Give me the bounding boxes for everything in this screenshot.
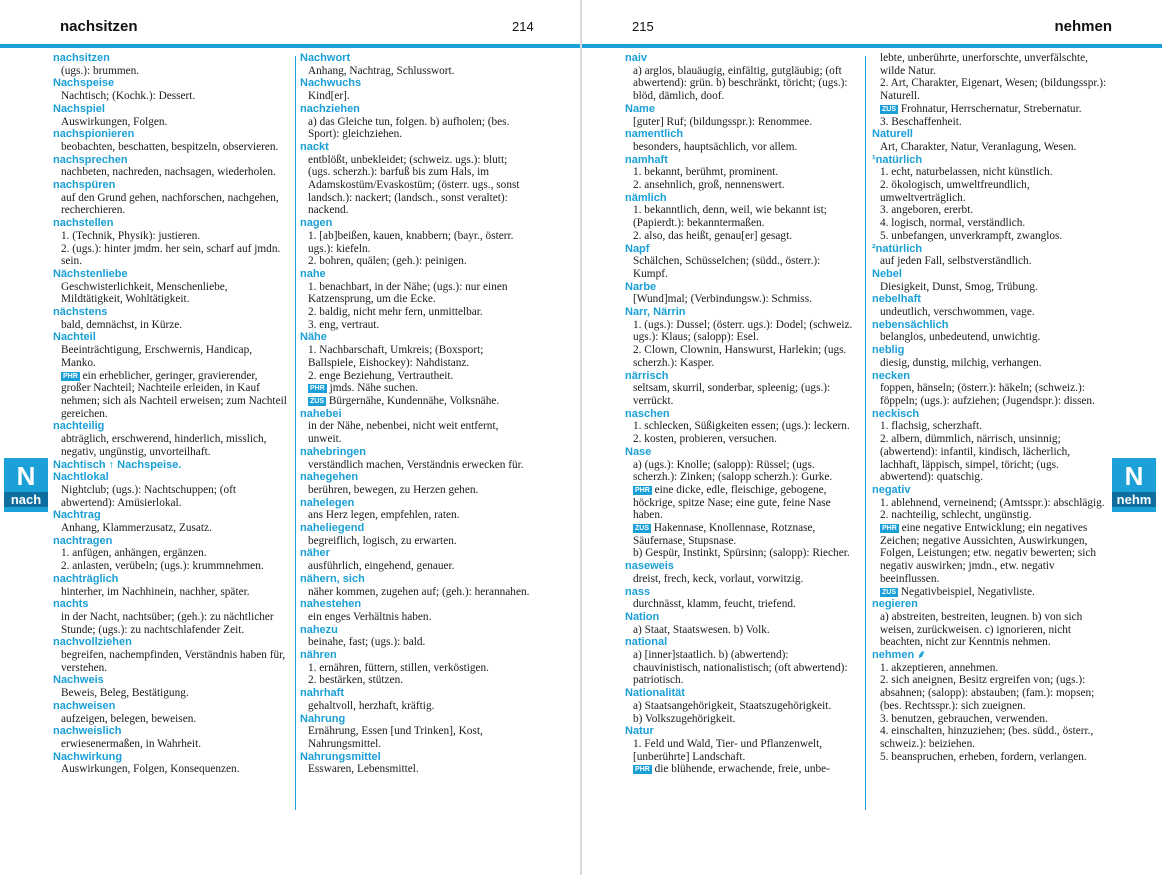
entry-tag-phr: PHR — [882, 525, 897, 533]
dictionary-entry — [300, 103, 532, 141]
right-column-1 — [625, 52, 857, 776]
dictionary-entry — [300, 522, 532, 547]
dictionary-entry — [53, 636, 289, 674]
entry-definition: nachbeten, nachreden, nachsagen, wiederholen. — [61, 166, 276, 179]
entry-definition: 1. (Technik, Physik): justieren. — [61, 229, 201, 242]
entry-lemma: Nebel — [872, 267, 902, 280]
entry-definition: begreiflich, logisch, zu erwarten. — [308, 534, 457, 547]
entry-definition: 2. bestärken, stützen. — [308, 674, 404, 687]
entry-definition: 1. ablehnend, verneinend; (Amtsspr.): abschlägig. — [880, 496, 1105, 509]
entry-lemma: nachträglich — [53, 572, 119, 585]
dictionary-entry — [300, 624, 532, 649]
dictionary-entry — [872, 408, 1107, 484]
dictionary-entry — [300, 573, 532, 598]
left-thumb-word: nach — [4, 492, 48, 507]
dictionary-entry — [872, 293, 1107, 318]
entry-lemma: nahelegen — [300, 496, 355, 509]
entry-definition: [guter] Ruf; (bildungsspr.): Renommee. — [633, 115, 813, 128]
entry-lemma: nebensächlich — [872, 318, 949, 331]
entry-definition: Beweis, Beleg, Bestätigung. — [61, 687, 189, 700]
entry-lemma: Nachwort — [300, 52, 351, 64]
entry-lemma: Natur — [625, 725, 654, 738]
entry-definition: 1. bekannt, berühmt, prominent. — [633, 166, 779, 179]
dictionary-entry — [300, 547, 532, 572]
entry-definition: 2. also, das heißt, genau[er] gesagt. — [633, 229, 793, 242]
entry-lemma: nächstens — [53, 306, 108, 319]
entry-tag-phr: PHR — [63, 372, 78, 380]
entry-lemma: Nachwuchs — [300, 77, 362, 90]
entry-lemma: nass — [625, 585, 651, 598]
entry-lemma: nachspüren — [53, 179, 116, 192]
entry-definition: a) das Gleiche tun, folgen. b) aufholen; (bes. Sport): gleichziehen. — [308, 115, 510, 141]
entry-definition: a) (ugs.): Knolle; (salopp): Rüssel; (ugs. scherzh.): Zinken; (salopp scherzh.): Gurke. — [633, 458, 833, 484]
dictionary-entry — [625, 446, 857, 560]
entry-tag-zus: ZUS — [310, 397, 324, 405]
entry-lemma: nachsprechen — [53, 153, 128, 166]
entry-definition: 4. logisch, normal, verständlich. — [880, 217, 1026, 230]
dictionary-entry — [625, 687, 857, 725]
entry-lemma: nehmen ⸙ — [872, 649, 926, 662]
dictionary-entry — [300, 217, 532, 268]
entry-definition: Nachtisch; (Kochk.): Dessert. — [61, 90, 196, 103]
entry-definition: 2. ökologisch, umweltfreundlich, umweltverträglich. — [880, 179, 1030, 204]
entry-definition: ZUS Bürgernähe, Kundennähe, Volksnähe. — [310, 394, 500, 407]
entry-lemma: Narbe — [625, 280, 657, 293]
right-column-separator — [865, 56, 866, 810]
dictionary-entry — [53, 77, 289, 102]
dictionary-entry — [53, 420, 289, 458]
dictionary-entry — [300, 497, 532, 522]
dictionary-entry — [53, 268, 289, 306]
entry-definition: beobachten, beschatten, bespitzeln, observieren. — [61, 140, 279, 153]
dictionary-entry — [872, 649, 1107, 763]
dictionary-entry — [300, 713, 532, 751]
right-column-2 — [872, 52, 1107, 763]
entry-definition: PHR eine dicke, edle, fleischige, gebogene, höckrige, spitze Nase; eine gute, feine Nase haben. — [633, 483, 831, 522]
dictionary-entry — [300, 649, 532, 687]
right-thumb-letter: N — [1124, 461, 1144, 491]
left-header-rule — [0, 44, 580, 48]
dictionary-entry — [53, 725, 289, 750]
entry-definition: Kind[er]. — [308, 90, 350, 103]
left-page-number-wrap — [512, 18, 534, 36]
entry-definition: 1. ernähren, füttern, stillen, verköstigen. — [308, 661, 490, 674]
entry-definition: lebte, unberührte, unerforschte, unverfälschte, wilde Natur. — [880, 52, 1088, 77]
entry-definition: 1. anfügen, anhängen, ergänzen. — [61, 547, 207, 560]
entry-lemma: nachstellen — [53, 217, 114, 230]
dictionary-entry — [625, 586, 857, 611]
entry-definition: Art, Charakter, Natur, Veranlagung, Wesen. — [880, 140, 1077, 153]
entry-definition: 2. ansehnlich, groß, nennenswert. — [633, 179, 785, 192]
entry-definition: 2. (ugs.): hinter jmdm. her sein, scharf auf jmdn. sein. — [61, 242, 281, 268]
entry-definition: 1. flachsig, scherzhaft. — [880, 420, 982, 433]
entry-lemma: nahe — [300, 267, 326, 280]
dictionary-entry — [53, 509, 289, 534]
entry-definition: foppen, hänseln; (österr.): häkeln; (schweiz.): föppeln; (ugs.): aufziehen; (Jugendspr.): dissen. — [880, 382, 1095, 407]
dictionary-entry — [872, 268, 1107, 293]
entry-definition: Ernährung, Essen [und Trinken], Kost, Nahrungsmittel. — [308, 725, 483, 750]
entry-lemma: nahezu — [300, 623, 338, 636]
entry-tag-zus: ZUS — [635, 525, 649, 533]
entry-definition: 2. enge Beziehung, Vertrautheit. — [308, 369, 454, 382]
entry-lemma: naseweis — [625, 560, 674, 573]
entry-lemma: Napf — [625, 242, 650, 255]
entry-lemma: necken — [872, 369, 910, 382]
dictionary-entry — [625, 192, 857, 243]
entry-lemma: nachvollziehen — [53, 636, 132, 649]
dictionary-entry — [872, 52, 1107, 128]
right-page-number: 215 — [632, 19, 654, 34]
entry-definition: 3. eng, vertraut. — [308, 318, 380, 331]
left-page — [0, 0, 580, 875]
dictionary-entry — [300, 446, 532, 471]
entry-lemma: nebelhaft — [872, 293, 921, 306]
entry-definition: PHR ein erheblicher, geringer, gravierender, großer Nachteil; Nachteile erleiden, in Kauf nehmen; sich als Nachteil erweisen; zum Nachteil gereichen. — [61, 369, 287, 420]
entry-definition: Auswirkungen, Folgen, Konsequenzen. — [61, 763, 240, 776]
dictionary-entry — [300, 52, 532, 77]
entry-definition: auf jeden Fall, selbstverständlich. — [880, 255, 1032, 268]
entry-definition: (ugs.): brummen. — [61, 64, 140, 77]
dictionary-entry — [53, 154, 289, 179]
left-running-head — [60, 18, 138, 36]
right-headword: nehmen — [1054, 18, 1112, 35]
entry-definition: entblößt, unbekleidet; (schweiz. ugs.): blutt; (ugs. scherzh.): barfuß bis zum Hals, im Adamskostüm/Evaskostüm; (österr. ugs., sonst landsch.): nackert; (landsch., sonst veraltet): nackend. — [308, 153, 520, 217]
entry-lemma: Nächstenliebe — [53, 267, 128, 280]
entry-lemma: neblig — [872, 344, 905, 357]
entry-tag-zus: ZUS — [882, 105, 896, 113]
entry-definition: ZUS Frohnatur, Herrschernatur, Strebernatur. — [882, 102, 1082, 115]
entry-definition: 2. Clown, Clownin, Hanswurst, Harlekin; (ugs. scherzh.): Kasper. — [633, 344, 847, 369]
right-thumb-index[interactable] — [1112, 458, 1156, 512]
entry-lemma: nahebringen — [300, 445, 367, 458]
dictionary-entry — [53, 331, 289, 420]
left-headword: nachsitzen — [60, 18, 138, 35]
dictionary-entry — [872, 154, 1107, 243]
entry-definition: 2. albern, dümmlich, närrisch, unsinnig; (abwertend): infantil, kindisch, lächerlich, lachhaft, läppisch, simpel, töricht; (ugs. abwertend): quatschig. — [880, 433, 1071, 484]
entry-definition: 2. baldig, nicht mehr fern, unmittelbar. — [308, 306, 483, 319]
dictionary-entry — [872, 319, 1107, 344]
entry-definition: näher kommen, zugehen auf; (geh.): herannahen. — [308, 585, 530, 598]
entry-definition: auf den Grund gehen, nachforschen, nachgehen, recherchieren. — [61, 191, 279, 217]
entry-lemma: namentlich — [625, 128, 684, 141]
left-column-2 — [300, 52, 532, 776]
dictionary-entry — [53, 52, 289, 77]
entry-definition: Auswirkungen, Folgen. — [61, 115, 168, 128]
entry-definition: durchnässt, klamm, feucht, triefend. — [633, 598, 796, 611]
dictionary-entry — [625, 725, 857, 776]
entry-definition: ein enges Verhältnis haben. — [308, 610, 432, 623]
entry-lemma: närrisch — [625, 369, 669, 382]
entry-definition: 2. anlasten, verübeln; (ugs.): krummnehmen. — [61, 560, 264, 573]
entry-lemma: nähern, sich — [300, 572, 365, 585]
dictionary-entry — [53, 535, 289, 573]
entry-definition: gehaltvoll, herzhaft, kräftig. — [308, 699, 435, 712]
entry-definition: diesig, dunstig, milchig, verhangen. — [880, 356, 1042, 369]
entry-definition: Geschwisterlichkeit, Menschenliebe, Mildtätigkeit, Wohltätigkeit. — [61, 280, 228, 306]
entry-definition: 2. kosten, probieren, versuchen. — [633, 433, 777, 446]
left-page-number: 214 — [512, 19, 534, 34]
dictionary-entry — [625, 306, 857, 370]
entry-lemma: nachsitzen — [53, 52, 110, 64]
entry-definition: 3. Beschaffenheit. — [880, 115, 962, 128]
dictionary-entry — [53, 459, 289, 472]
dictionary-entry — [53, 217, 289, 268]
entry-definition: in der Nähe, nebenbei, nicht weit entfernt, unweit. — [308, 420, 499, 446]
entry-definition: ZUS Negativbeispiel, Negativliste. — [882, 585, 1035, 598]
entry-definition: Schälchen, Schüsselchen; (südd., österr.): Kumpf. — [633, 255, 821, 280]
entry-definition: 1. benachbart, in der Nähe; (ugs.): nur einen Katzensprung, um die Ecke. — [308, 280, 508, 306]
dictionary-entry — [872, 598, 1107, 649]
dictionary-entry — [625, 52, 857, 103]
entry-definition: PHR die blühende, erwachende, freie, unbe- — [635, 763, 830, 776]
right-header-rule — [582, 44, 1162, 48]
entry-definition: 1. schlecken, Süßigkeiten essen; (ugs.): leckern. — [633, 420, 850, 433]
entry-definition: beinahe, fast; (ugs.): bald. — [308, 636, 426, 649]
entry-lemma: neckisch — [872, 407, 920, 420]
dictionary-entry — [625, 154, 857, 192]
entry-lemma: negieren — [872, 598, 918, 611]
dictionary-entry — [300, 268, 532, 332]
entry-definition: 1. akzeptieren, annehmen. — [880, 661, 999, 674]
entry-lemma: Nachspiel — [53, 102, 105, 115]
entry-lemma: nahestehen — [300, 598, 362, 611]
entry-lemma: negativ — [872, 483, 911, 496]
dictionary-entry — [53, 674, 289, 699]
entry-definition: seltsam, skurril, sonderbar, spleenig; (ugs.): verrückt. — [633, 382, 831, 407]
dictionary-entry — [53, 471, 289, 509]
dictionary-entry — [625, 560, 857, 585]
entry-lemma: nahegehen — [300, 471, 359, 484]
right-thumb-word: nehm — [1112, 492, 1156, 507]
entry-definition: ausführlich, eingehend, genauer. — [308, 560, 455, 573]
entry-tag-phr: PHR — [310, 385, 325, 393]
entry-lemma: ¹natürlich — [872, 153, 923, 166]
entry-definition: 2. sich aneignen, Besitz ergreifen von; (ugs.): absahnen; (salopp): abstauben; (fam.): mopsen; (bes. Rechtsspr.): sich zueignen. — [880, 674, 1095, 712]
entry-lemma: nämlich — [625, 191, 667, 204]
entry-lemma: nachweislich — [53, 725, 122, 738]
entry-definition: ZUS Hakennase, Knollennase, Rotznase, Säufernase, Stupsnase. — [633, 522, 816, 547]
entry-definition: 1. bekanntlich, denn, weil, wie bekannt ist; (Papierdt.): bekanntermaßen. — [633, 204, 827, 230]
dictionary-entry — [625, 128, 857, 153]
entry-lemma: Nation — [625, 610, 660, 623]
entry-definition: dreist, frech, keck, vorlaut, vorwitzig. — [633, 572, 804, 585]
left-thumb-letter: N — [16, 461, 36, 491]
entry-definition: 1. (ugs.): Dussel; (österr. ugs.): Dodel; (schweiz. ugs.): Klaus; (salopp): Esel. — [633, 318, 853, 344]
entry-definition: undeutlich, verschwommen, vage. — [880, 306, 1035, 319]
left-column-1 — [53, 52, 289, 776]
entry-tag-phr: PHR — [635, 766, 650, 774]
dictionary-entry — [300, 77, 532, 102]
entry-definition: Nightclub; (ugs.): Nachtschuppen; (oft abwertend): Amüsierlokal. — [61, 483, 237, 509]
entry-definition: PHR eine negative Entwicklung; ein negatives Zeichen; negative Aussichten, Auswirkungen, Folgen, Leistungen; etw. negativ bewerten; sich negativ auswirken; jmdn., etw. negativ beeinflussen. — [880, 522, 1097, 585]
entry-definition: hinterher, im Nachhinein, nachher, später. — [61, 585, 250, 598]
dictionary-entry — [53, 598, 289, 636]
dictionary-entry — [300, 687, 532, 712]
entry-definition: a) arglos, blauäugig, einfältig, gutgläubig; (oft abwertend): grün. b) beschränkt, töricht; (ugs.): blöd, dämlich, doof. — [633, 64, 848, 103]
entry-definition: b) Volkszugehörigkeit. — [633, 712, 736, 725]
entry-definition: 3. benutzen, gebrauchen, verwenden. — [880, 712, 1048, 725]
entry-definition: 2. nachteilig, schlecht, ungünstig. — [880, 509, 1032, 522]
entry-definition: a) [inner]staatlich. b) (abwertend): chauvinistisch, nationalistisch; (oft abwertend): patriotisch. — [633, 649, 848, 687]
entry-lemma: naschen — [625, 407, 670, 420]
dictionary-entry — [53, 306, 289, 331]
entry-lemma: nackt — [300, 140, 329, 153]
entry-tag-phr: PHR — [635, 486, 650, 494]
entry-definition: 1. [ab]beißen, kauen, knabbern; (bayr., österr. ugs.): kiefeln. — [308, 229, 514, 255]
entry-definition: 2. bohren, quälen; (geh.): peinigen. — [308, 255, 467, 268]
entry-definition: belanglos, unbedeutend, unwichtig. — [880, 331, 1041, 344]
dictionary-entry — [872, 128, 1107, 153]
entry-lemma: Nase — [625, 445, 652, 458]
entry-lemma: naiv — [625, 52, 648, 64]
dictionary-entry — [625, 103, 857, 128]
entry-definition: a) Staatsangehörigkeit, Staatszugehörigkeit. — [633, 699, 832, 712]
entry-definition: 3. angeboren, ererbt. — [880, 204, 974, 217]
dictionary-entry — [872, 243, 1107, 268]
entry-lemma: Narr, Närrin — [625, 306, 686, 319]
dictionary-entry — [300, 141, 532, 217]
entry-definition: abträglich, erschwerend, hinderlich, misslich, negativ, ungünstig, unvorteilhaft. — [61, 433, 267, 458]
entry-lemma: Nachtlokal — [53, 471, 109, 484]
entry-lemma: Nachtrag — [53, 509, 101, 522]
entry-definition: bald, demnächst, in Kürze. — [61, 318, 183, 331]
entry-lemma: Nationalität — [625, 687, 685, 700]
entry-lemma: ²natürlich — [872, 242, 923, 255]
entry-lemma: Nahrung — [300, 712, 346, 725]
entry-lemma: Nachspeise — [53, 77, 115, 90]
entry-definition: begreifen, nachempfinden, Verständnis haben für, verstehen. — [61, 649, 286, 674]
entry-lemma: näher — [300, 547, 330, 560]
dictionary-entry — [53, 128, 289, 153]
entry-definition: erwiesenermaßen, in Wahrheit. — [61, 737, 202, 750]
entry-definition: 5. unbefangen, unverkrampft, zwanglos. — [880, 229, 1063, 242]
entry-tag-zus: ZUS — [882, 588, 896, 596]
dictionary-entry — [53, 700, 289, 725]
entry-definition: verständlich machen, Verständnis erwecken für. — [308, 458, 524, 471]
entry-definition: 1. Nachbarschaft, Umkreis; (Boxsport; Ballspiele, Eishockey): Nahdistanz. — [308, 344, 484, 369]
entry-lemma: nachts — [53, 598, 89, 611]
left-column-separator — [295, 56, 296, 810]
entry-definition: 4. einschalten, hinzuziehen; (bes. südd., österr., schweiz.): beiziehen. — [880, 725, 1094, 750]
entry-definition: 1. Feld und Wald, Tier- und Pflanzenwelt, [unberührte] Landschaft. — [633, 737, 823, 763]
entry-definition: aufzeigen, belegen, beweisen. — [61, 712, 197, 725]
dictionary-entry — [300, 408, 532, 446]
entry-lemma: Nahrungsmittel — [300, 750, 381, 763]
entry-definition: Diesigkeit, Dunst, Smog, Trübung. — [880, 280, 1038, 293]
dictionary-entry — [300, 471, 532, 496]
entry-definition: 5. beanspruchen, erheben, fordern, verlangen. — [880, 750, 1087, 763]
entry-lemma: Name — [625, 102, 655, 115]
entry-lemma: Nachweis — [53, 674, 104, 687]
dictionary-entry — [300, 751, 532, 776]
entry-definition: a) Staat, Staatswesen. b) Volk. — [633, 623, 770, 636]
entry-lemma: nachziehen — [300, 102, 360, 115]
entry-lemma: nachtragen — [53, 534, 113, 547]
dictionary-entry — [625, 281, 857, 306]
entry-definition: ans Herz legen, empfehlen, raten. — [308, 509, 460, 522]
dictionary-entry — [53, 103, 289, 128]
left-thumb-index[interactable] — [4, 458, 48, 512]
entry-lemma: Nachteil — [53, 331, 96, 344]
entry-lemma: Nachwirkung — [53, 750, 123, 763]
entry-definition: berühren, bewegen, zu Herzen gehen. — [308, 483, 479, 496]
dictionary-entry — [53, 751, 289, 776]
entry-definition: 1. echt, naturbelassen, nicht künstlich. — [880, 166, 1053, 179]
dictionary-entry — [625, 611, 857, 636]
entry-definition: Anhang, Nachtrag, Schlusswort. — [308, 64, 455, 77]
dictionary-entry — [625, 370, 857, 408]
dictionary-entry — [872, 370, 1107, 408]
entry-definition: Esswaren, Lebensmittel. — [308, 763, 419, 776]
entry-lemma: naheliegend — [300, 522, 365, 535]
right-page — [582, 0, 1162, 875]
dictionary-entry — [300, 598, 532, 623]
entry-definition: [Wund]mal; (Verbindungsw.): Schmiss. — [633, 293, 812, 306]
entry-lemma: nagen — [300, 217, 333, 230]
entry-definition: b) Gespür, Instinkt, Spürsinn; (salopp): Riecher. — [633, 547, 850, 560]
right-page-number-wrap — [632, 18, 654, 36]
dictionary-entry — [625, 636, 857, 687]
entry-lemma: Nachtisch ↑ Nachspeise. — [53, 458, 182, 471]
entry-definition: besonders, hauptsächlich, vor allem. — [633, 140, 798, 153]
dictionary-entry — [53, 179, 289, 217]
dictionary-entry — [625, 243, 857, 281]
entry-lemma: nachteilig — [53, 420, 105, 433]
entry-lemma: Naturell — [872, 128, 913, 141]
dictionary-entry — [872, 484, 1107, 598]
entry-lemma: namhaft — [625, 153, 668, 166]
dictionary-entry — [625, 408, 857, 446]
entry-definition: 2. Art, Charakter, Eigenart, Wesen; (bildungsspr.): Naturell. — [880, 77, 1107, 103]
entry-lemma: nähren — [300, 649, 337, 662]
dictionary-entry — [53, 573, 289, 598]
entry-lemma: national — [625, 636, 668, 649]
dictionary-entry — [872, 344, 1107, 369]
entry-definition: Anhang, Klammerzusatz, Zusatz. — [61, 522, 212, 535]
entry-definition: in der Nacht, nachtsüber; (geh.): zu nächtlicher Stunde; (ugs.): zu nachtschlafender Zeit. — [61, 610, 274, 636]
entry-definition: Beeinträchtigung, Erschwernis, Handicap, Manko. — [61, 344, 253, 369]
entry-lemma: nachweisen — [53, 699, 116, 712]
right-running-head — [1054, 18, 1112, 36]
entry-lemma: nahebei — [300, 407, 342, 420]
entry-lemma: Nähe — [300, 331, 327, 344]
entry-definition: PHR jmds. Nähe suchen. — [310, 382, 419, 395]
entry-lemma: nachspionieren — [53, 128, 135, 141]
entry-definition: a) abstreiten, bestreiten, leugnen. b) von sich weisen, zurückweisen. c) ignorieren, nicht beachten, nicht zur Kenntnis nehmen. — [880, 610, 1083, 649]
dictionary-entry — [300, 331, 532, 407]
entry-lemma: nahrhaft — [300, 687, 344, 700]
